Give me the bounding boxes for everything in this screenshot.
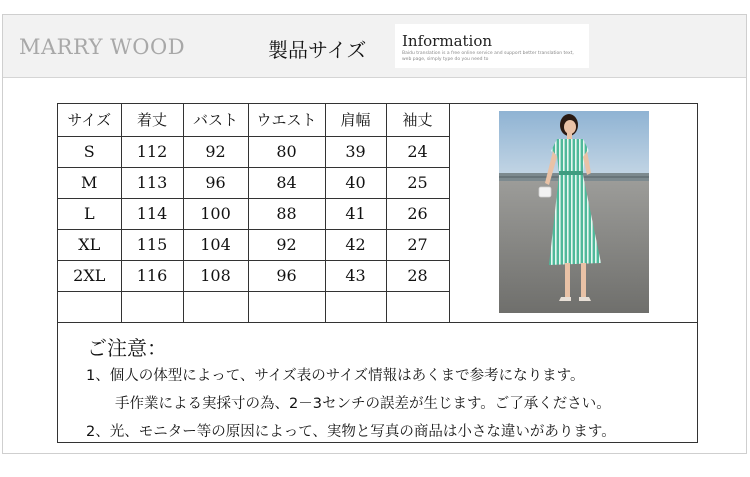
- table-cell: 116: [121, 260, 183, 291]
- header-cell-length: 着丈: [121, 104, 183, 136]
- notes-section: [58, 322, 697, 442]
- table-cell: 104: [183, 229, 248, 260]
- table-cell: 96: [183, 167, 248, 198]
- table-header-row: [58, 104, 449, 136]
- table-cell: 39: [325, 136, 386, 167]
- table-cell: [325, 291, 386, 322]
- table-cell: M: [58, 167, 121, 198]
- information-banner: [395, 24, 589, 68]
- header-cell-shoulder: 肩幅: [325, 104, 386, 136]
- note-line-2: 手作業による実採寸の為、2－3センチの誤差が生じます。ご了承ください。: [115, 396, 611, 412]
- table-cell: 40: [325, 167, 386, 198]
- table-cell: L: [58, 198, 121, 229]
- table-row: [58, 136, 449, 167]
- table-cell: 114: [121, 198, 183, 229]
- table-cell: [386, 291, 449, 322]
- table-cell: [121, 291, 183, 322]
- information-subtext: Baidu translation is a free online service and support better translation text, web page, simply type do you need to: [402, 51, 574, 62]
- table-cell: [248, 291, 325, 322]
- table-cell: 113: [121, 167, 183, 198]
- table-row: [58, 260, 449, 291]
- header-cell-bust: バスト: [183, 104, 248, 136]
- note-line-3: 2、光、モニター等の原因によって、実物と写真の商品は小さな違いがあります。: [86, 424, 616, 440]
- table-row-empty: [58, 291, 449, 322]
- notes-title: ご注意：: [87, 336, 167, 360]
- header-cell-sleeve: 袖丈: [386, 104, 449, 136]
- table-row: [58, 198, 449, 229]
- note-line-1: 1、個人の体型によって、サイズ表のサイズ情報はあくまで参考になります。: [86, 368, 585, 384]
- information-title: Information: [402, 32, 493, 50]
- table-cell: 2XL: [58, 260, 121, 291]
- header-cell-waist: ウエスト: [248, 104, 325, 136]
- table-cell: 92: [183, 136, 248, 167]
- brand-name: MARRY WOOD: [19, 35, 186, 59]
- table-cell: 100: [183, 198, 248, 229]
- table-cell: 28: [386, 260, 449, 291]
- table-cell: [58, 291, 121, 322]
- table-cell: 24: [386, 136, 449, 167]
- table-cell: 88: [248, 198, 325, 229]
- table-cell: 42: [325, 229, 386, 260]
- table-cell: 26: [386, 198, 449, 229]
- header-cell-size: サイズ: [58, 104, 121, 136]
- table-cell: 108: [183, 260, 248, 291]
- header-bar: [3, 15, 746, 78]
- table-row: [58, 229, 449, 260]
- table-cell: [183, 291, 248, 322]
- size-chart-panel: [57, 103, 698, 443]
- table-row: [58, 167, 449, 198]
- table-cell: 27: [386, 229, 449, 260]
- table-cell: 112: [121, 136, 183, 167]
- page-title: 製品サイズ: [268, 38, 367, 62]
- product-photo: [499, 111, 649, 313]
- table-cell: 41: [325, 198, 386, 229]
- size-table: [58, 104, 450, 323]
- table-cell: XL: [58, 229, 121, 260]
- table-cell: 80: [248, 136, 325, 167]
- table-cell: 96: [248, 260, 325, 291]
- table-cell: S: [58, 136, 121, 167]
- table-cell: 92: [248, 229, 325, 260]
- table-cell: 84: [248, 167, 325, 198]
- table-cell: 115: [121, 229, 183, 260]
- table-cell: 43: [325, 260, 386, 291]
- table-cell: 25: [386, 167, 449, 198]
